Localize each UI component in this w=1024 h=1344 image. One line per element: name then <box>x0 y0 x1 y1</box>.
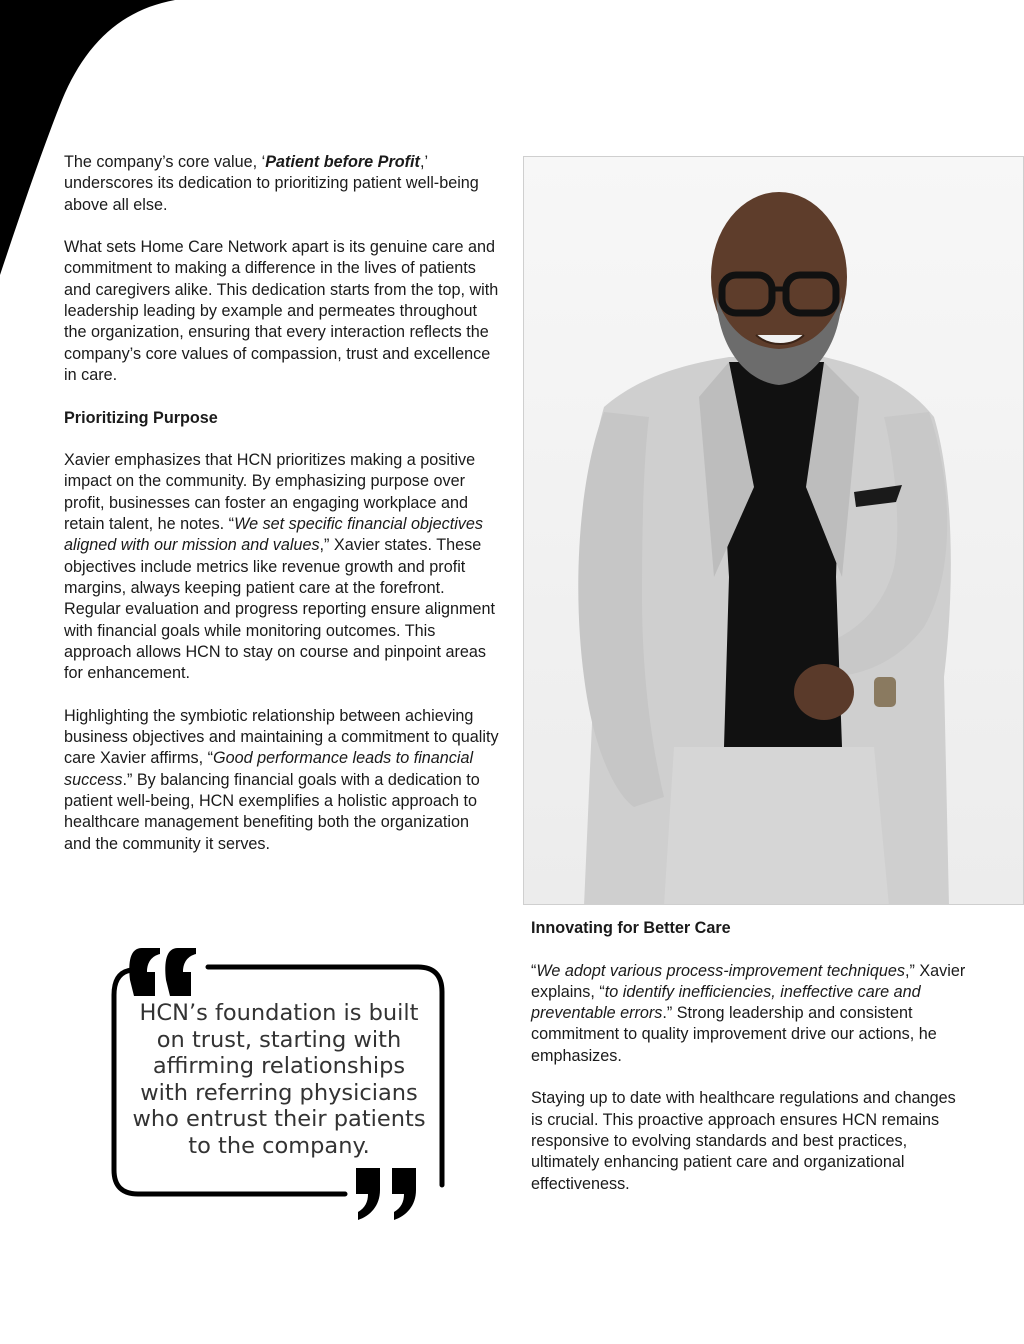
emphasis-patient-before-profit: Patient before Profit <box>265 153 420 171</box>
left-column <box>64 152 500 876</box>
paragraph-regulations: Staying up to date with healthcare regulations and changes is crucial. This proactive approach ensures HCN remains responsive to evolving standards and best practices, ultimately enhancing patient care and organizational effectiveness. <box>531 1089 956 1193</box>
text-span: The company’s core value, ‘ <box>64 153 266 171</box>
open-quote-icon <box>129 948 196 996</box>
paragraph-symbiotic-relationship <box>64 706 500 855</box>
portrait-photo <box>523 156 1024 905</box>
quote-identify-inefficiencies: to identify inefficiencies, ineffective care and preventable errors <box>531 982 921 1023</box>
text-span: ,” Xavier explains, “ <box>531 961 966 1001</box>
heading-prioritizing-purpose: Prioritizing Purpose <box>64 408 218 427</box>
paragraph-what-sets-apart: What sets Home Care Network apart is its genuine care and commitment to making a difference in the lives of patients and caregivers alike. This dedication starts from the top, with leadership leading by example and permeates throughout the organization, ensuring that every interaction reflects the company’s core values of compassion, trust and excellence in care. <box>64 238 499 384</box>
pull-quote-text: HCN’s foundation is built on trust, starting with affirming relationships with referring physicians who entrust their patients to the company. <box>132 1000 426 1159</box>
text-span: Xavier emphasizes that HCN prioritizes making a positive impact on the community. By emphasizing purpose over profit, businesses can foster an engaging workplace and retain talent, he notes. “ <box>64 451 476 534</box>
close-quote-icon <box>356 1168 416 1220</box>
text-span: ,’ underscores its dedication to prioritizing patient well-being above all else. <box>64 153 479 214</box>
portrait-illustration <box>524 157 1024 905</box>
paragraph-positive-impact <box>64 450 500 684</box>
paragraph-core-value <box>64 152 500 216</box>
heading-innovating-for-better-care: Innovating for Better Care <box>531 919 731 937</box>
text-span: .” Strong leadership and consistent commitment to quality improvement drive our actions, he emphasizes. <box>531 1004 937 1065</box>
right-column <box>531 918 971 1216</box>
quote-good-performance: Good performance leads to financial success <box>64 749 474 789</box>
paragraph-process-improvement <box>531 961 971 1067</box>
text-span: ,” Xavier states. These objectives include metrics like revenue growth and profit margins, always keeping patient care at the forefront. Regular evaluation and progress reporting ensure alignment with financial goals while monitoring outcomes. This approach allows HCN to stay on course and pinpoint areas for enhancement. <box>64 536 496 683</box>
text-span: .” By balancing financial goals with a dedication to patient well-being, HCN exemplifies a holistic approach to healthcare management benefiting both the organization and the community it serves. <box>64 770 480 853</box>
pull-quote <box>100 940 460 1230</box>
quote-process-improvement: We adopt various process-improvement techniques <box>536 961 905 980</box>
text-span: “ <box>531 961 537 980</box>
quote-financial-objectives: We set specific financial objectives aligned with our mission and values <box>64 515 484 555</box>
text-span: Highlighting the symbiotic relationship between achieving business objectives and maintaining a commitment to quality care Xavier affirms, “ <box>64 706 499 768</box>
